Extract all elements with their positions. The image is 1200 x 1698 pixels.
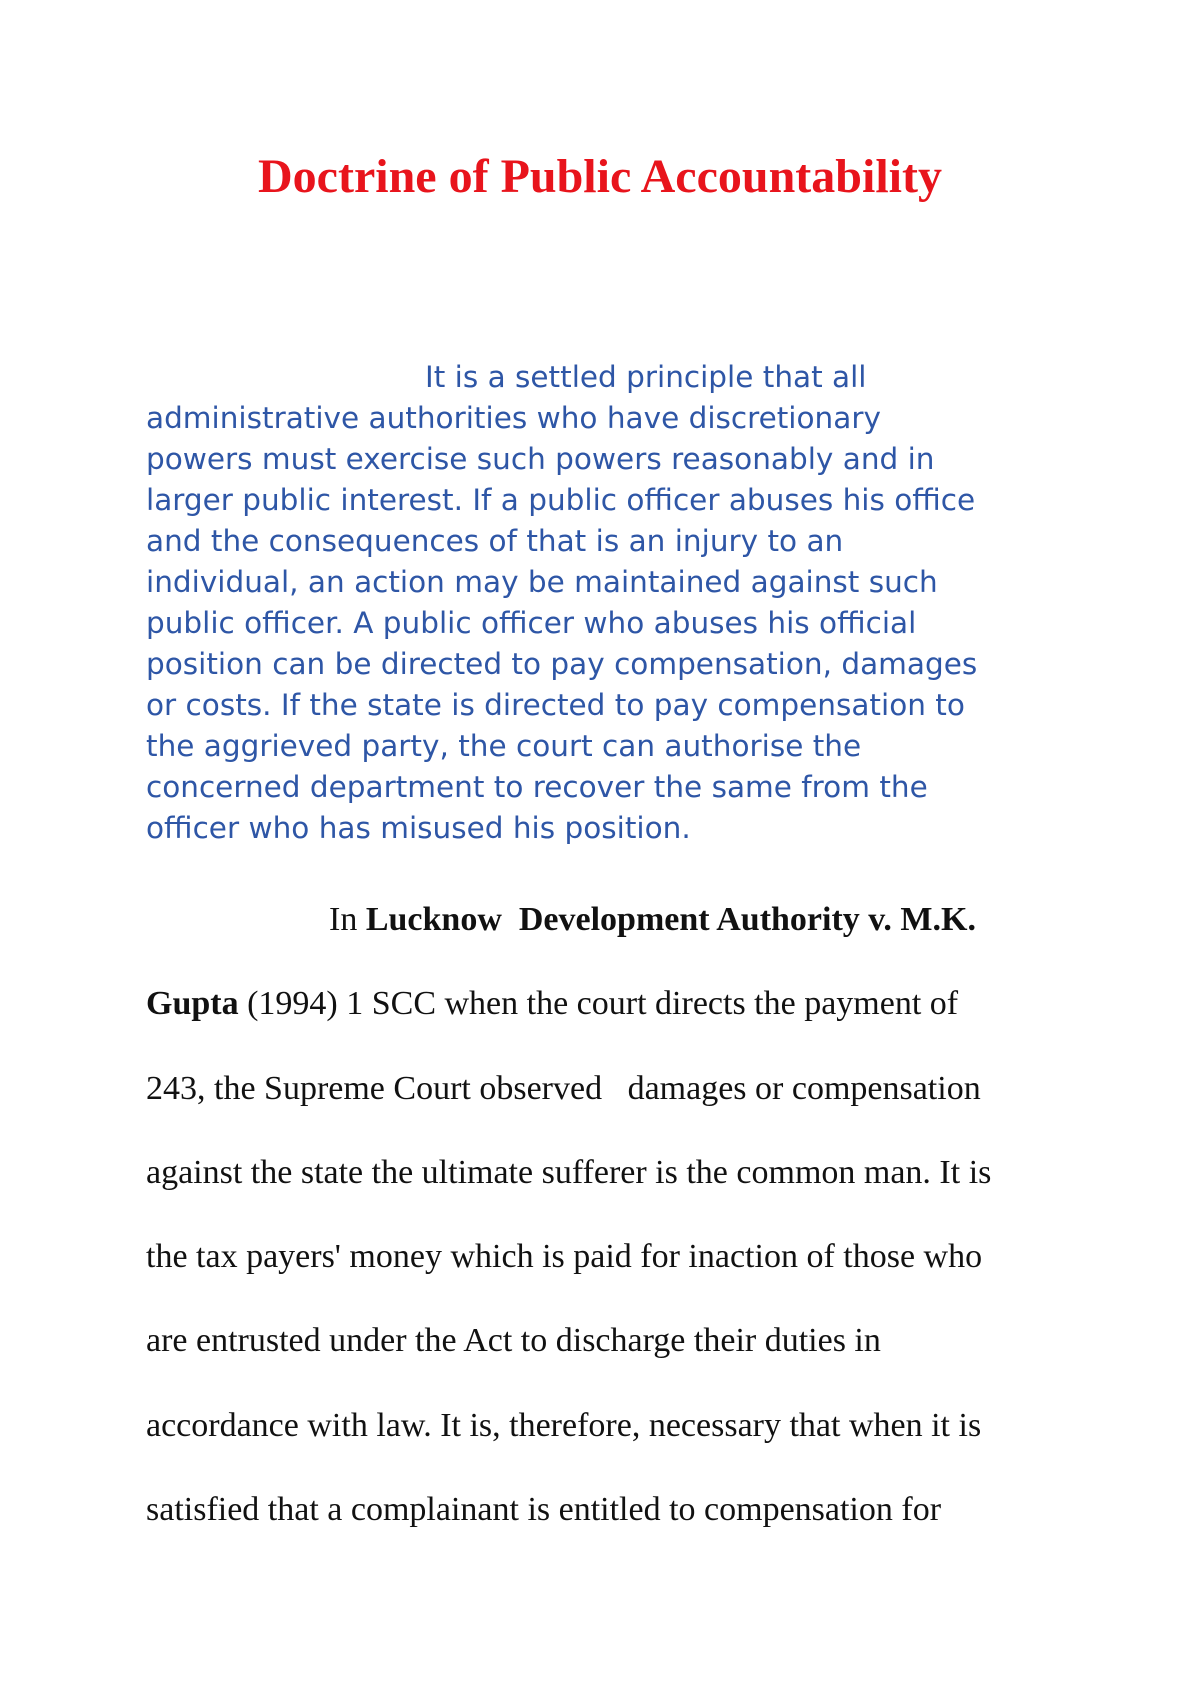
case-line: accordance with law. It is, therefore, necessary that when it is bbox=[146, 1406, 982, 1444]
case-line bbox=[146, 974, 1086, 1058]
intro-line: administrative authorities who have discretionary bbox=[146, 401, 881, 435]
intro-line: concerned department to recover the same from the bbox=[146, 770, 928, 804]
intro-line: officer who has misused his position. bbox=[146, 811, 691, 845]
case-line: against the state the ultimate sufferer is the common man. It is bbox=[146, 1153, 992, 1191]
intro-line: or costs. If the state is directed to pay compensation to bbox=[146, 688, 965, 722]
case-name-continued: Gupta bbox=[146, 985, 239, 1023]
intro-line: public officer. A public officer who abuses his official bbox=[146, 606, 917, 640]
intro-line: powers must exercise such powers reasonably and in bbox=[146, 442, 935, 476]
case-citation: (1994) 1 SCC when the court directs the payment of bbox=[238, 985, 959, 1023]
case-name: Lucknow Development Authority v. M.K. bbox=[365, 901, 976, 938]
intro-line: It is a settled principle that all bbox=[425, 360, 867, 394]
intro-line: and the consequences of that is an injury to an bbox=[146, 524, 844, 558]
intro-line: larger public interest. If a public officer abuses his office bbox=[146, 483, 976, 517]
case-line bbox=[146, 890, 1086, 974]
intro-line: individual, an action may be maintained against such bbox=[146, 565, 938, 599]
intro-line: the aggrieved party, the court can authorise the bbox=[146, 729, 862, 763]
case-line: 243, the Supreme Court observed damages or compensation bbox=[146, 1069, 981, 1107]
case-paragraph bbox=[146, 890, 1086, 1564]
case-line: the tax payers' money which is paid for inaction of those who bbox=[146, 1238, 983, 1276]
document-title: Doctrine of Public Accountability bbox=[258, 150, 942, 203]
intro-line: position can be directed to pay compensation, damages bbox=[146, 647, 978, 681]
case-line: are entrusted under the Act to discharge their duties in bbox=[146, 1322, 881, 1360]
intro-paragraph bbox=[146, 357, 1086, 849]
case-line: satisfied that a complainant is entitled to compensation for bbox=[146, 1491, 942, 1529]
case-prefix: In bbox=[329, 901, 366, 938]
